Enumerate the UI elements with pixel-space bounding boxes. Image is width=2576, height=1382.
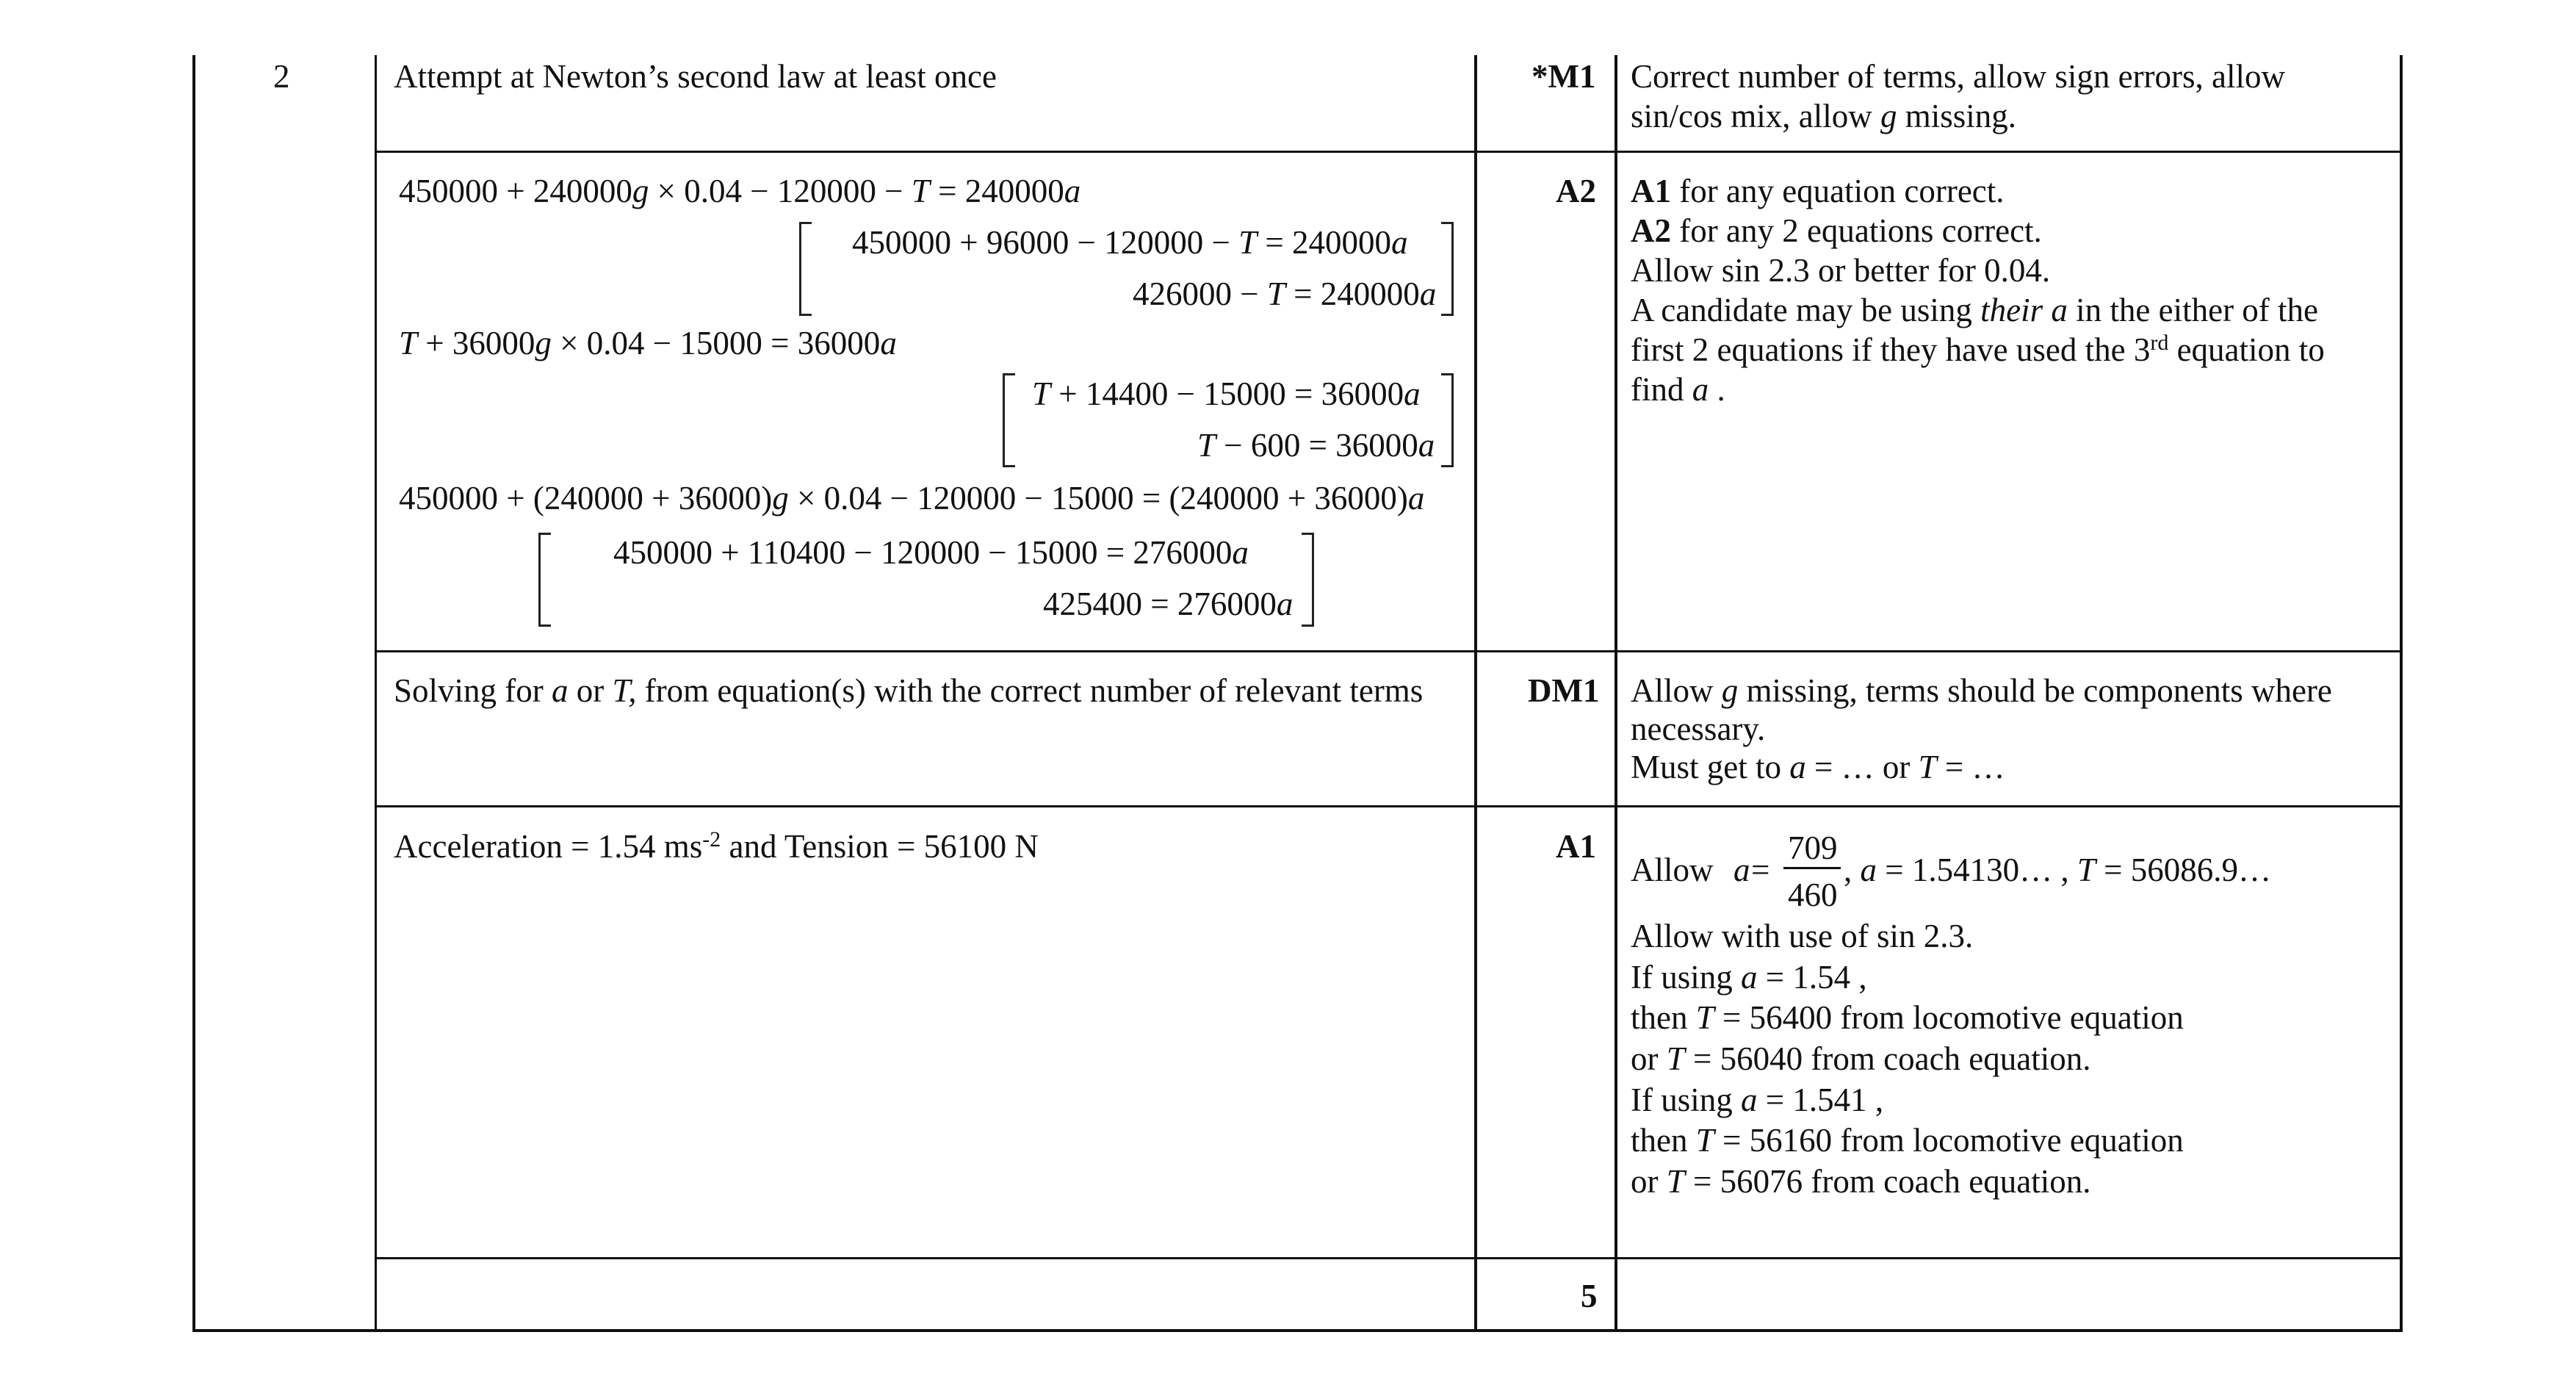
row-divider-3 <box>375 805 2403 807</box>
row4-guidance-line5: or T = 56040 from coach equation. <box>1631 1040 2091 1077</box>
row2-guidance-line6: find a . <box>1631 371 1725 408</box>
equation-locomotive-simplified: 450000 + 96000 − 120000 − T = 240000a <box>852 224 1408 261</box>
table-left-border <box>192 55 195 1331</box>
question-number: 2 <box>273 58 290 95</box>
row4-guidance-line8: or T = 56076 from coach equation. <box>1631 1163 2091 1200</box>
table-right-border <box>2400 55 2403 1331</box>
table-col-divider-3 <box>1614 55 1617 1331</box>
row1-guidance-line1: Correct number of terms, allow sign errors, allow <box>1631 58 2286 95</box>
row4-mark: A1 <box>1556 828 1596 865</box>
equation-coach: T + 36000g × 0.04 − 15000 = 36000a <box>399 325 897 361</box>
row4-guidance-line3: If using a = 1.54 , <box>1631 959 1867 996</box>
table-bottom-border <box>192 1329 2403 1332</box>
equation-coach-reduced: T − 600 = 36000a <box>1197 427 1435 464</box>
row2-guidance-line3: Allow sin 2.3 or better for 0.04. <box>1631 252 2051 289</box>
row2-guidance-line1: A1 for any equation correct. <box>1631 173 2005 209</box>
row3-mark: DM1 <box>1528 672 1600 709</box>
row4-guidance-a1: a <box>1733 852 1750 888</box>
row4-guidance-line6: If using a = 1.541 , <box>1631 1082 1884 1118</box>
row1-answer: Attempt at Newton’s second law at least once <box>394 58 997 95</box>
bracket-left-2 <box>1003 373 1015 467</box>
row4-guidance-line1-rest: , a = 1.54130… , T = 56086.9… <box>1844 852 2272 888</box>
bracket-right-1 <box>1441 222 1454 316</box>
row4-guidance-line4: then T = 56400 from locomotive equation <box>1631 999 2184 1036</box>
equation-whole-system-simplified: 450000 + 110400 − 120000 − 15000 = 276000a <box>613 534 1249 571</box>
equation-locomotive-reduced: 426000 − T = 240000a <box>1133 276 1437 312</box>
row1-mark: *M1 <box>1531 58 1596 95</box>
equation-whole-system: 450000 + (240000 + 36000)g × 0.04 − 120000 − 15000 = (240000 + 36000)a <box>399 480 1425 517</box>
row4-guidance-line7: then T = 56160 from locomotive equation <box>1631 1122 2184 1159</box>
row-divider-2 <box>375 650 2403 652</box>
table-col-divider-1 <box>375 55 377 1331</box>
equation-coach-simplified: T + 14400 − 15000 = 36000a <box>1032 375 1421 412</box>
row4-answer: Acceleration = 1.54 $ms^{-2}$ and Tension = 56100 N <box>394 827 1039 865</box>
row2-guidance-line4: A candidate may be using their a in the either of the <box>1631 292 2319 328</box>
fraction-denominator: 460 <box>1788 877 1838 913</box>
row2-guidance-line2: A2 for any 2 equations correct. <box>1631 212 2042 249</box>
bracket-right-2 <box>1441 373 1454 467</box>
total-marks: 5 <box>1581 1278 1598 1314</box>
bracket-left-1 <box>799 222 812 316</box>
bracket-left-3 <box>538 533 551 627</box>
fraction-bar <box>1783 867 1841 869</box>
row4-guidance-line2: Allow with use of sin 2.3. <box>1631 918 1974 954</box>
row2-guidance-line5: first 2 equations if they have used the 3rd equation to <box>1631 331 2325 368</box>
row1-guidance-line2: sin/cos mix, allow g missing. <box>1631 98 2017 134</box>
equation-whole-system-reduced: 425400 = 276000a <box>1043 586 1294 622</box>
equation-locomotive: 450000 + 240000g × 0.04 − 120000 − T = 240000a <box>399 173 1081 209</box>
row4-guidance-allow: Allow <box>1631 852 1714 888</box>
row2-mark: A2 <box>1556 173 1596 209</box>
fraction-numerator: 709 <box>1788 829 1838 866</box>
row-divider-1 <box>375 151 2403 153</box>
table-col-divider-2 <box>1474 55 1477 1331</box>
row3-answer: Solving for a or T, from equation(s) with the correct number of relevant terms <box>394 672 1424 709</box>
row-divider-4 <box>375 1257 2403 1259</box>
row3-guidance-line1: Allow g missing, terms should be components where <box>1631 672 2332 709</box>
row3-guidance-line2: necessary. <box>1631 710 1766 747</box>
bracket-right-3 <box>1302 533 1314 627</box>
row4-guidance-eq: = <box>1751 852 1770 888</box>
row3-guidance-line3: Must get to a = … or T = … <box>1631 749 2005 785</box>
